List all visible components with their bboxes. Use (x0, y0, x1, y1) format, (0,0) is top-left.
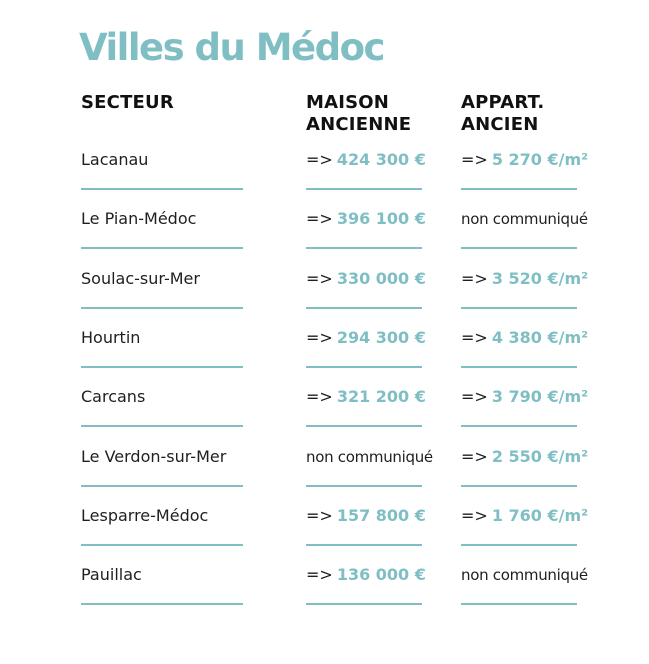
cell-secteur: Hourtin (81, 327, 141, 347)
cell-appart (461, 269, 588, 289)
price-value: 157 800 € (336, 505, 426, 525)
row-divider (461, 188, 577, 190)
header-secteur: SECTEUR (81, 92, 174, 113)
row-divider (306, 485, 422, 487)
row-divider (461, 485, 577, 487)
row-divider (81, 603, 243, 605)
price-value: 2 550 €/m² (491, 446, 589, 466)
cell-maison (306, 565, 426, 585)
cell-appart (461, 565, 588, 585)
table-row (0, 150, 649, 209)
price-value: 294 300 € (336, 327, 426, 347)
cell-secteur: Lacanau (81, 150, 149, 169)
arrow-icon: => (461, 150, 488, 169)
price-value: 1 760 €/m² (491, 505, 589, 525)
row-divider (81, 366, 243, 368)
row-divider (461, 544, 577, 546)
row-divider (81, 485, 243, 487)
cell-secteur: Carcans (81, 387, 146, 407)
cell-appart (461, 328, 588, 348)
cell-appart (461, 506, 588, 526)
row-divider (306, 307, 422, 309)
arrow-icon: => (306, 268, 333, 288)
price-value: 136 000 € (336, 565, 426, 585)
row-divider (461, 366, 577, 368)
cell-maison (306, 447, 433, 467)
cell-secteur: Le Pian-Médoc (81, 209, 197, 229)
price-value: 396 100 € (336, 209, 426, 229)
value-text: non communiqué (306, 447, 433, 466)
row-divider (461, 307, 577, 309)
table-row (0, 387, 649, 446)
price-value: 5 270 €/m² (491, 150, 589, 169)
arrow-icon: => (306, 150, 333, 169)
row-divider (81, 247, 243, 249)
price-value: 321 200 € (336, 387, 426, 407)
arrow-icon: => (306, 327, 333, 347)
row-divider (81, 188, 243, 190)
header-maison-ancienne: MAISON ANCIENNE (306, 92, 412, 135)
cell-appart (461, 150, 588, 170)
cell-maison (306, 150, 426, 170)
cell-secteur: Le Verdon-sur-Mer (81, 446, 227, 466)
row-divider (306, 188, 422, 190)
arrow-icon: => (461, 505, 488, 525)
value-text: non communiqué (461, 210, 588, 229)
row-divider (306, 366, 422, 368)
table-row (0, 328, 649, 387)
cell-secteur: Soulac-sur-Mer (81, 268, 200, 288)
header-appart-ancien: APPART. ANCIEN (461, 92, 545, 135)
cell-maison (306, 506, 426, 526)
row-divider (306, 425, 422, 427)
price-value: 3 790 €/m² (491, 387, 589, 407)
row-divider (81, 544, 243, 546)
row-divider (461, 603, 577, 605)
cell-secteur: Pauillac (81, 565, 142, 585)
cell-maison (306, 387, 426, 407)
value-text: non communiqué (461, 566, 588, 585)
price-value: 424 300 € (336, 150, 426, 169)
table-row (0, 209, 649, 268)
price-value: 3 520 €/m² (491, 268, 589, 288)
table-row (0, 447, 649, 506)
cell-maison (306, 328, 426, 348)
table-row (0, 269, 649, 328)
arrow-icon: => (461, 387, 488, 407)
arrow-icon: => (461, 446, 488, 466)
arrow-icon: => (306, 387, 333, 407)
row-divider (306, 247, 422, 249)
price-value: 330 000 € (336, 268, 426, 288)
page-title: Villes du Médoc (79, 26, 384, 69)
arrow-icon: => (306, 505, 333, 525)
cell-secteur: Lesparre-Médoc (81, 505, 209, 525)
arrow-icon: => (461, 327, 488, 347)
cell-appart (461, 447, 588, 467)
table-row (0, 506, 649, 565)
arrow-icon: => (306, 209, 333, 229)
row-divider (461, 247, 577, 249)
row-divider (81, 307, 243, 309)
cell-maison (306, 269, 426, 289)
table-row (0, 565, 649, 624)
row-divider (306, 544, 422, 546)
row-divider (81, 425, 243, 427)
row-divider (461, 425, 577, 427)
price-value: 4 380 €/m² (491, 327, 589, 347)
cell-appart (461, 387, 588, 407)
cell-appart (461, 209, 588, 229)
cell-maison (306, 209, 426, 229)
row-divider (306, 603, 422, 605)
arrow-icon: => (461, 268, 488, 288)
arrow-icon: => (306, 565, 333, 585)
